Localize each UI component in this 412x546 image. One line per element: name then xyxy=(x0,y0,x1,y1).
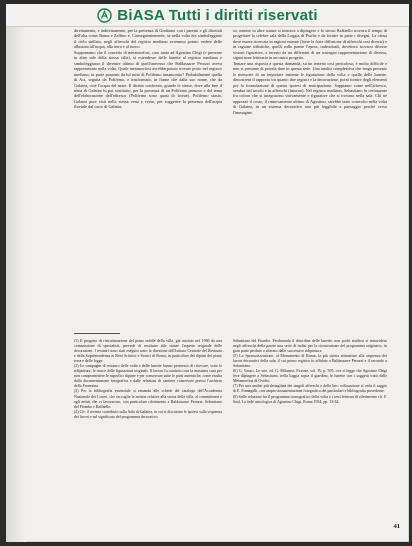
watermark-text: BiASA Tutti i diritti riservati xyxy=(117,6,318,24)
footnotes-right: Sebastiano del Piombo. Perdurando il disordine delle lunette, non pochi studiosi si intravidero negli affreschi della parete una serie di indizi per la ricostruzione del programma originario, in gran parte perduto o alterato dalle successive ridipinture. (5) Lo Sponsorizzazione, al Monumento di Roma, la più stretta attenzione alla sequenza dei lavori decorativi della sala, il cui primo registro fu affidato a Baldassarre Peruzzi e il secondo a Sebastiano. (6) G. Vasari, Le vite, ed. G. Milanesi, Firenze, vol. IV, p. 595, ove si legge che Agostino Chigi fece dipingere a Sebastiano, nella loggia sopra il giardino, le lunette con i soggetti tratti dalle Metamorfosi di Ovidio. (7) Per una analisi più dettagliata dei singoli affreschi e della loro collocazione si veda il saggio di E. Fumagalli, con ampia documentazione fotografica dei particolari e bibliografia precedente. (8) Sulle relazioni fra il programma iconografico della volta e i testi letterari di riferimento cfr. F. Saxl, La fede astrologica di Agostino Chigi, Roma 1934, pp. 13-34. xyxy=(233,338,387,404)
text-column-top-right: so, mentre in altre stanze si iniziava a dipingere e lo stesso Raffaello trovava il tempo di progettare la celebre sala della Loggia di Psiche e da fornire in parte i disegni. La causa deve essere ricercata in ragioni esterne (forse la forte diffusione di affreschi così diversi) e in ragione stilistiche, quelli sulla parete l'opera, individuali, dovettero trovarsi diverse visioni figurative, a incerto da un differenti di un sostegno rappresentazione di diversa, signorisme letteraria in un unico progetto. Tentare una risposta a questa domanda, su un terreno così pericoloso, è molto difficile e non si presume di poterla dare in questa sede. Una analisi complessiva che tenga presente le memorie di un terpretare insieme le figurazioni della volta e quelle delle lunette, dimostrerà il rapporto tra quanto due registri e la decorazione, potrà fornire degli elementi per la formulazione di queste ipotesi di anticipazione. Sappiamo come nell'affresco, sembra nel secolo e in affreschi (intorno). Nel registro mediano, Sebastiano fu certamente fra coloro che si integrarono visivamente e figurative che si trovano nella sala. Chi ne apprezzò il costo, il rinnovamento ultimo di Agostino, sarebbe stato coinvolto nella volta di Galatea, in un sistema decorativo non più leggibile a paesaggio perché verso l'immagine. xyxy=(233,28,387,115)
text-column-top-left: direttamente, e indirettamente, per la presenza di Giulianoi con i parenti e gli dirottali dell'alta come Roma e Zelfino e. Conseguentemente, se nella volta era simboleggiato il cielo stellato, negli affreschi del registro mediano avremmo potuto vedere delle allusioni all'acqua, alla terra e al fuoco. Supponiamo che il concetto di metamorfosi, caro tanto ad Agostino Chigi (e presente in altre sale della stessa villa), si estendesse dalle lunette al registro mediano e simboleggiasse il divenire ultimo di quell'universo che Baldassarre Peruzzi aveva rappresentato nella volta. Quale metamorfosi avrebbe potuto trovare posto nel registro mediano, in parte possenti da lui mito di Polifemo innamorato? Probabilmente quella di Aci, seguita da Polifemo, e trasformato, in fiume che dalla suo nome, che da Galatea, cioè l'acqua del mare. Il diretto confronto, grande le stesse, dove alla fine il tema di Galatea fu poi sostituito, per la presenza di un Polifemo pensoso e del tema dell'elaborazione dell'affresco (Polifemo sono quasi di fronte). Polifemo stasio, Galatea pure visti nella stessa vena e verso, per suggerire la presenza dell'acqua fluviale dal carro di Galatea. xyxy=(74,28,222,110)
page-number: 41 xyxy=(393,523,400,530)
biasa-logo-icon xyxy=(97,8,112,23)
footnotes-left: (1) Il progetto di ristrutturazione del piano nobile della villa, già iniziato nel 1969 da una commissione di specialisti, prevede di restituire alle stanze l'aspetto originale delle decorazioni. I restauri sono stati eseguiti sotto la direzione dell'Istituto Centrale del Restauro e della Soprintendenza ai Beni Artistici e Storici di Roma, in particolare dei dipinti del piano terra e delle logge. (2) Le campagne di restauro delle volte e delle lunette hanno permesso di ritrovare, sotto le ridipinture, le tracce delle figurazioni originali. Il lavoro fu condotto con la massima cura per non compromettere le superfici dipinte e per conservare tutte le parti autentiche, come risulta dalla documentazione fotografica e dalle relazioni di cantiere conservate presso l'archivio della Farnesina. (3) Per la bibliografia essenziale si rimanda alle schede del catalogo dell'Accademia Nazionale dei Lincei, che raccoglie le notizie relative alla storia della villa, al committente e agli artisti che vi lavorarono, con particolare riferimento a Baldassarre Peruzzi, Sebastiano del Piombo e Raffaello. (4) Cfr. il recente contributo sulla Sala di Galatea, in cui si discutono le ipotesi sulla sequenza dei lavori e sul significato del programma decorativo. xyxy=(74,338,222,419)
document-page xyxy=(6,4,409,542)
watermark-banner xyxy=(6,4,409,27)
page-gutter-shade xyxy=(6,26,26,542)
footnote-rule xyxy=(74,333,120,334)
